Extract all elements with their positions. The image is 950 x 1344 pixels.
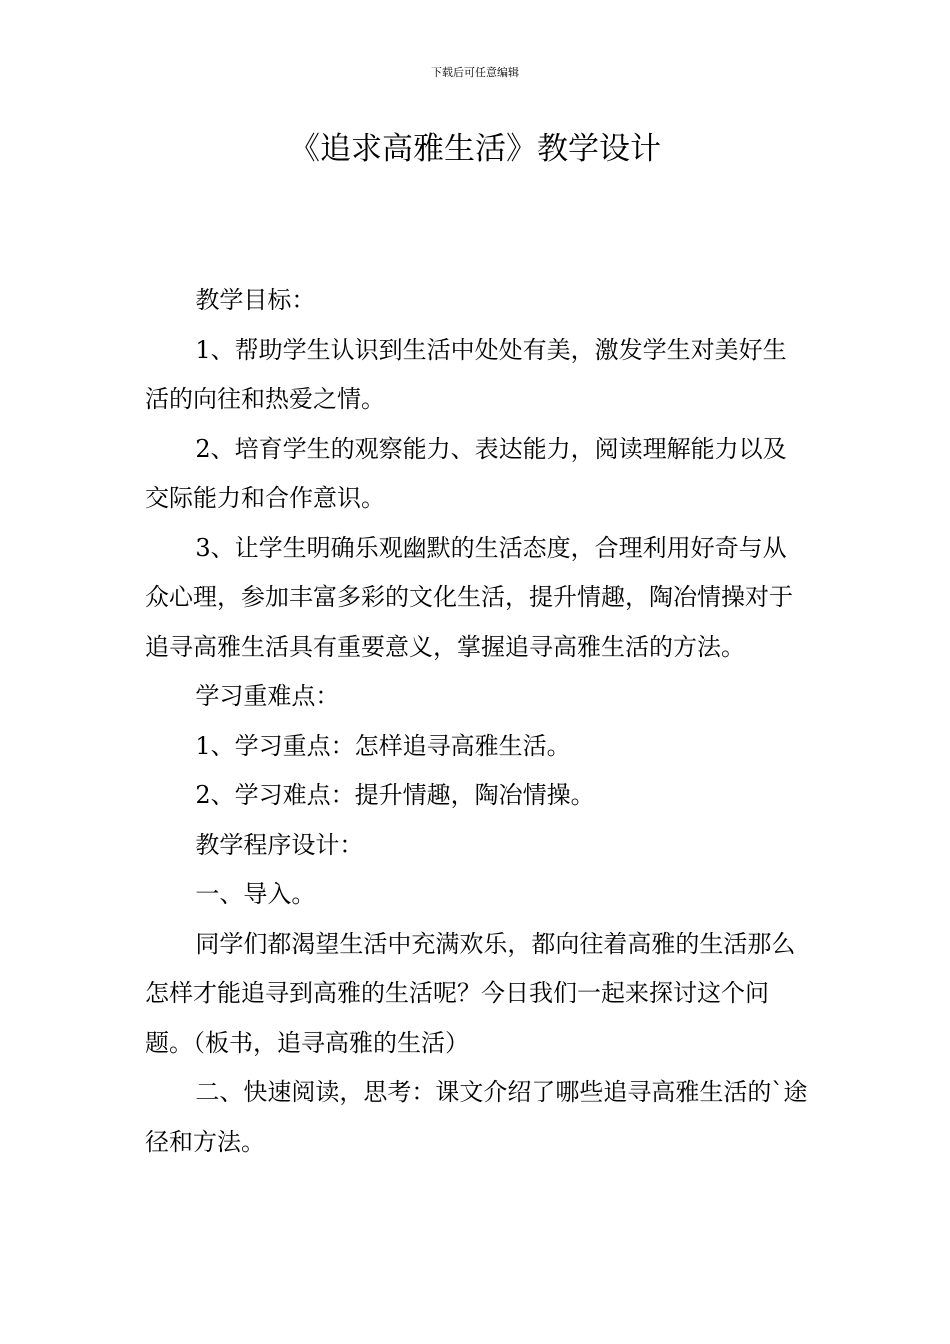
heading-teaching-objectives: 教学目标： [195, 286, 316, 314]
procedure-step-2: 二、快速阅读，思考：课文介绍了哪些追寻高雅生活的`途径和方法。 [145, 1078, 808, 1156]
procedure-step-1-heading: 一、导入。 [195, 880, 316, 908]
key-point-2: 2、学习难点：提升情趣，陶冶情操。 [195, 781, 595, 809]
document-title: 《追求高雅生活》教学设计 [289, 131, 661, 167]
objective-2: 2、培育学生的观察能力、表达能力，阅读理解能力以及交际能力和合作意识。 [145, 434, 787, 512]
heading-procedure: 教学程序设计： [195, 830, 364, 859]
document-body [145, 276, 810, 1167]
heading-key-points: 学习重难点： [195, 682, 340, 710]
objective-3: 3、让学生明确乐观幽默的生活态度，合理利用好奇与从众心理，参加丰富多彩的文化生活，提升情趣，陶冶情操对于追寻高雅生活具有重要意义，掌握追寻高雅生活的方法。 [145, 533, 793, 661]
header-note: 下载后可任意编辑 [431, 66, 519, 79]
objective-1: 1、帮助学生认识到生活中处处有美，激发学生对美好生活的向往和热爱之情。 [145, 335, 787, 413]
key-point-1: 1、学习重点：怎样追寻高雅生活。 [195, 731, 571, 760]
procedure-step-1-text: 同学们都渴望生活中充满欢乐，都向往着高雅的生活那么怎样才能追寻到高雅的生活呢？今日我们一起来探讨这个问题。（板书，追寻高雅的生活） [145, 929, 796, 1057]
